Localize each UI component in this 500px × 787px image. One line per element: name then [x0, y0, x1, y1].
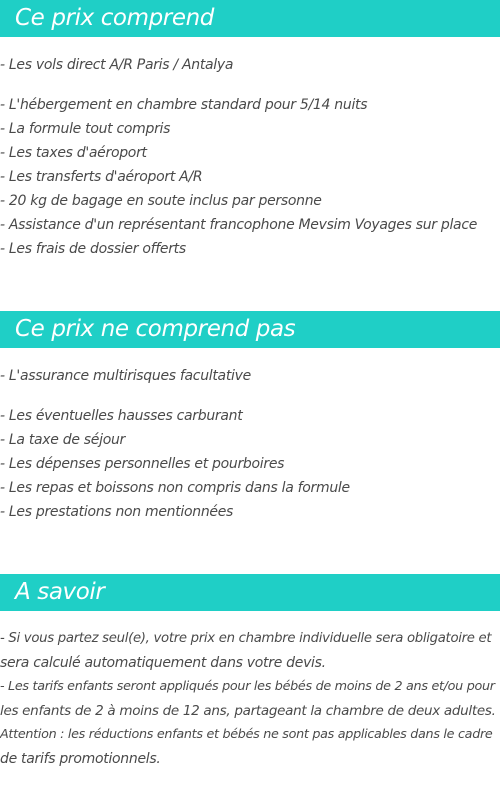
good-to-know-line: - Les tarifs enfants seront appliqués pour les bébés de moins de 2 ans et/ou pour: [0, 679, 495, 694]
included-item: - Les frais de dossier offerts: [0, 241, 186, 257]
included-item: - Les vols direct A/R Paris / Antalya: [0, 57, 234, 73]
good-to-know-line: les enfants de 2 à moins de 12 ans, partageant la chambre de deux adultes.: [0, 703, 496, 719]
not-included-item: - Les éventuelles hausses carburant: [0, 408, 243, 424]
good-to-know-line: - Si vous partez seul(e), votre prix en chambre individuelle sera obligatoire et: [0, 631, 492, 646]
included-item: - Les taxes d'aéroport: [0, 145, 147, 161]
section-title-good-to-know: A savoir: [0, 574, 500, 611]
not-included-item: - Les prestations non mentionnées: [0, 504, 234, 520]
section-title-included: Ce prix comprend: [0, 0, 500, 37]
included-item: - Assistance d'un représentant francophone Mevsim Voyages sur place: [0, 217, 478, 233]
good-to-know-line: sera calculé automatiquement dans votre devis.: [0, 655, 326, 671]
good-to-know-line: de tarifs promotionnels.: [0, 751, 161, 767]
not-included-item: - Les dépenses personnelles et pourboires: [0, 456, 285, 472]
not-included-item: - La taxe de séjour: [0, 432, 125, 448]
included-item: - Les transferts d'aéroport A/R: [0, 169, 203, 185]
not-included-item: - Les repas et boissons non compris dans la formule: [0, 480, 350, 496]
included-item: - 20 kg de bagage en soute inclus par personne: [0, 193, 322, 209]
good-to-know-line: Attention : les réductions enfants et bébés ne sont pas applicables dans le cadre: [0, 727, 493, 742]
not-included-item: - L'assurance multirisques facultative: [0, 368, 251, 384]
included-item: - L'hébergement en chambre standard pour 5/14 nuits: [0, 97, 368, 113]
section-title-not-included: Ce prix ne comprend pas: [0, 311, 500, 348]
included-item: - La formule tout compris: [0, 121, 171, 137]
